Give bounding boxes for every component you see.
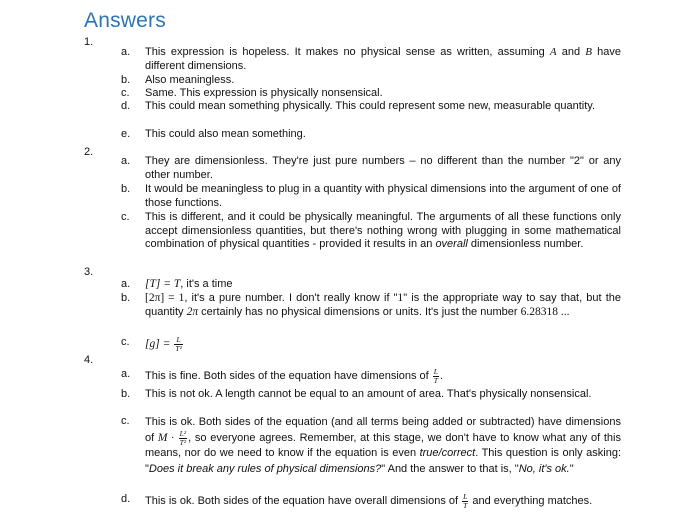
answer-item xyxy=(121,415,621,477)
item-label: b. xyxy=(121,292,131,304)
item-text: This could mean something physically. This could represent some new, measurable quantity. xyxy=(145,100,596,112)
text-run: dimensionless number. xyxy=(467,238,584,251)
answer-item xyxy=(121,292,621,319)
item-label: c. xyxy=(121,87,130,99)
answer-item xyxy=(121,493,621,509)
fraction-numerator: L xyxy=(174,336,182,345)
fraction-denominator: T xyxy=(433,375,438,385)
item-text xyxy=(145,292,621,319)
math-var: A xyxy=(549,46,557,58)
item-text: They are dimensionless. They're just pure numbers – no different than the number "2" or any other number. xyxy=(145,155,621,181)
math-expression: [g] = xyxy=(145,337,171,350)
item-label: e. xyxy=(121,128,131,140)
text-run: , it's a time xyxy=(180,278,233,290)
item-label: a. xyxy=(121,155,131,167)
item-text xyxy=(145,368,621,384)
math-expression: [T] = T xyxy=(145,278,181,290)
item-label: b. xyxy=(121,183,131,195)
item-label: a. xyxy=(121,278,131,290)
text-run: have different dimensions. xyxy=(145,46,622,72)
text-run: " xyxy=(569,462,574,475)
item-text xyxy=(145,415,621,477)
math-expression: M · xyxy=(157,432,174,445)
fraction-numerator: L xyxy=(463,492,468,502)
text-run: , so everyone agrees. Remember, at this stage, we don't have to know what any of this means, nor do we need to know if the equation is even xyxy=(145,432,621,460)
question-number: 4. xyxy=(84,354,94,366)
emphasis-text: No, it's ok. xyxy=(518,462,570,475)
answer-item xyxy=(121,46,621,73)
answer-item xyxy=(121,368,621,384)
item-text xyxy=(145,493,621,509)
question-number: 1. xyxy=(84,36,94,48)
emphasis-text: true/correct xyxy=(419,447,476,460)
text-run: . xyxy=(439,369,444,382)
text-run: This is ok. Both sides of the equation have overall dimensions of xyxy=(145,495,459,507)
fraction xyxy=(433,368,439,384)
item-text: This is not ok. A length cannot be equal to an amount of area. That's physically nonsensical. xyxy=(145,388,592,400)
fraction-denominator: T² xyxy=(179,437,187,447)
text-run: This is ok. Both sides of the equation (and all terms being added or subtracted) have dimensions of xyxy=(145,416,621,445)
item-label: d. xyxy=(121,493,131,505)
answer-item xyxy=(121,388,621,402)
math-expression: 2π xyxy=(186,305,199,318)
item-label: b. xyxy=(121,388,131,400)
fraction-numerator: L xyxy=(433,367,438,376)
fraction xyxy=(462,493,468,509)
item-label: b. xyxy=(121,74,131,86)
item-text xyxy=(145,46,621,73)
math-var: B xyxy=(585,46,592,58)
question-number: 3. xyxy=(84,266,94,278)
text-run: This expression is hopeless. It makes no physical sense as written, assuming xyxy=(145,46,550,58)
text-run: certainly has no physical dimensions or units. It's just the number xyxy=(198,305,521,318)
answer-item xyxy=(121,128,621,142)
question-number: 2. xyxy=(84,146,94,158)
answer-item xyxy=(121,155,621,182)
math-expression: [2π] = 1 xyxy=(145,292,185,304)
fraction-denominator: T xyxy=(463,500,468,510)
fraction xyxy=(179,430,187,446)
item-text: It would be meaningless to plug in a quantity with physical dimensions into the argument of one of those functions. xyxy=(145,183,621,209)
item-text: Same. This expression is physically nonsensical. xyxy=(145,87,383,99)
item-text xyxy=(145,336,621,352)
answer-item xyxy=(121,100,621,114)
item-text: Also meaningless. xyxy=(145,74,235,86)
fraction-denominator: T² xyxy=(175,343,182,353)
item-label: a. xyxy=(121,46,131,58)
text-run: " And the answer to that is, " xyxy=(381,462,519,475)
fraction-numerator: L² xyxy=(179,429,187,439)
answer-item xyxy=(121,336,621,352)
item-label: d. xyxy=(121,100,131,112)
text-run: . This question is only asking: " xyxy=(145,447,622,475)
answer-item xyxy=(121,183,621,210)
item-label: c. xyxy=(121,415,130,427)
item-text: This could also mean something. xyxy=(145,128,306,140)
text-run: , it's a pure number. I don't really know if " xyxy=(184,292,398,304)
text-run: " is the appropriate way to say that, but the quantity xyxy=(145,292,621,318)
math-expression: 6.28318 ... xyxy=(520,305,570,318)
text-run: and xyxy=(556,46,586,58)
item-label: a. xyxy=(121,368,131,380)
item-label: c. xyxy=(121,336,130,348)
answer-item xyxy=(121,74,621,88)
text-run: This is fine. Both sides of the equation have dimensions of xyxy=(145,369,429,382)
answer-item xyxy=(121,278,621,292)
item-text xyxy=(145,211,621,252)
emphasis-text: overall xyxy=(435,238,468,251)
fraction xyxy=(174,336,182,352)
answer-item xyxy=(121,87,621,101)
text-run: This is different, and it could be physically meaningful. The arguments of all these functions only accept dimensionless quantities, but there's nothing wrong with plugging in some mathematical combination of physical quantities - provided it results in an xyxy=(145,211,621,251)
text-run: and everything matches. xyxy=(469,495,593,507)
emphasis-text: Does it break any rules of physical dimensions? xyxy=(148,462,382,475)
page-title: Answers xyxy=(84,9,166,32)
item-text xyxy=(145,278,621,292)
math-expression: 1 xyxy=(397,292,404,304)
item-label: c. xyxy=(121,211,130,223)
answer-item xyxy=(121,211,621,252)
